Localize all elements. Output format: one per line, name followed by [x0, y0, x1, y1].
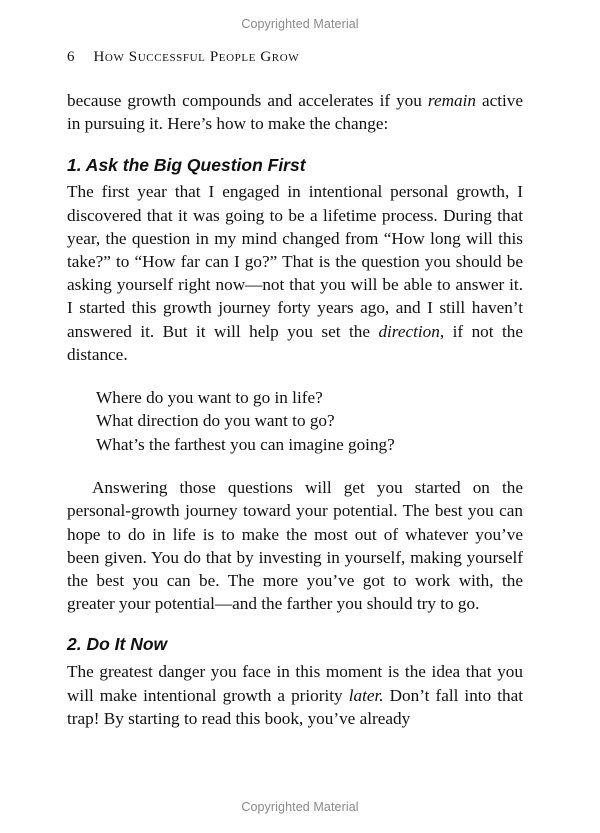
copyright-watermark-bottom: Copyrighted Material: [241, 800, 359, 814]
section-1-emphasis: direction: [378, 321, 440, 341]
section-1-text-2: , if not the distance.: [67, 321, 523, 364]
section-1-text-1: The first year that I engaged in intentional personal growth, I discovered that it was going to be a lifetime process. During that year, the question in my mind changed from “How long will this take?” to “How far can I go?” That is the question you should be asking yourself right now—not that you will be able to answer it. I started this growth journey forty years ago, and I still haven’t answered it. But it will help you set the: [67, 182, 523, 341]
page-number: 6: [67, 49, 76, 65]
section-heading-2: 2. Do It Now: [67, 634, 168, 655]
question-item: Where do you want to go in life?: [96, 388, 323, 408]
question-item: What direction do you want to go?: [96, 411, 335, 431]
running-head: [67, 49, 299, 66]
book-title: How Successful People Grow: [93, 49, 300, 65]
intro-paragraph: [67, 89, 523, 135]
section-1-followup-paragraph: Answering those questions will get you started on the personal-growth journey toward your potential. The best you can hope to do in life is to make the most out of whatever you’ve been given. You do that by investing in yourself, making yourself the best you can be. The more you’ve got to work with, the greater your potential—and the farther you should try to go.: [67, 478, 523, 614]
section-2-text-1: The greatest danger you face in this moment is the idea that you will make intentional growth a priority: [67, 662, 523, 705]
section-1-paragraph: [67, 180, 523, 366]
intro-emphasis: remain: [427, 91, 476, 110]
intro-text-1: because growth compounds and accelerates if you: [67, 91, 428, 110]
section-heading-1: 1. Ask the Big Question First: [67, 155, 306, 176]
copyright-watermark-top: Copyrighted Material: [241, 17, 359, 31]
section-2-text-2: Don’t fall into that trap! By starting to read this book, you’ve already: [67, 685, 524, 728]
section-2-paragraph: [67, 660, 523, 730]
intro-text-2: active in pursuing it. Here’s how to make the change:: [67, 91, 523, 134]
section-2-emphasis: later.: [348, 685, 384, 705]
question-item: What’s the farthest you can imagine going?: [96, 434, 395, 454]
question-list: [96, 386, 523, 456]
page-body: [67, 89, 523, 730]
